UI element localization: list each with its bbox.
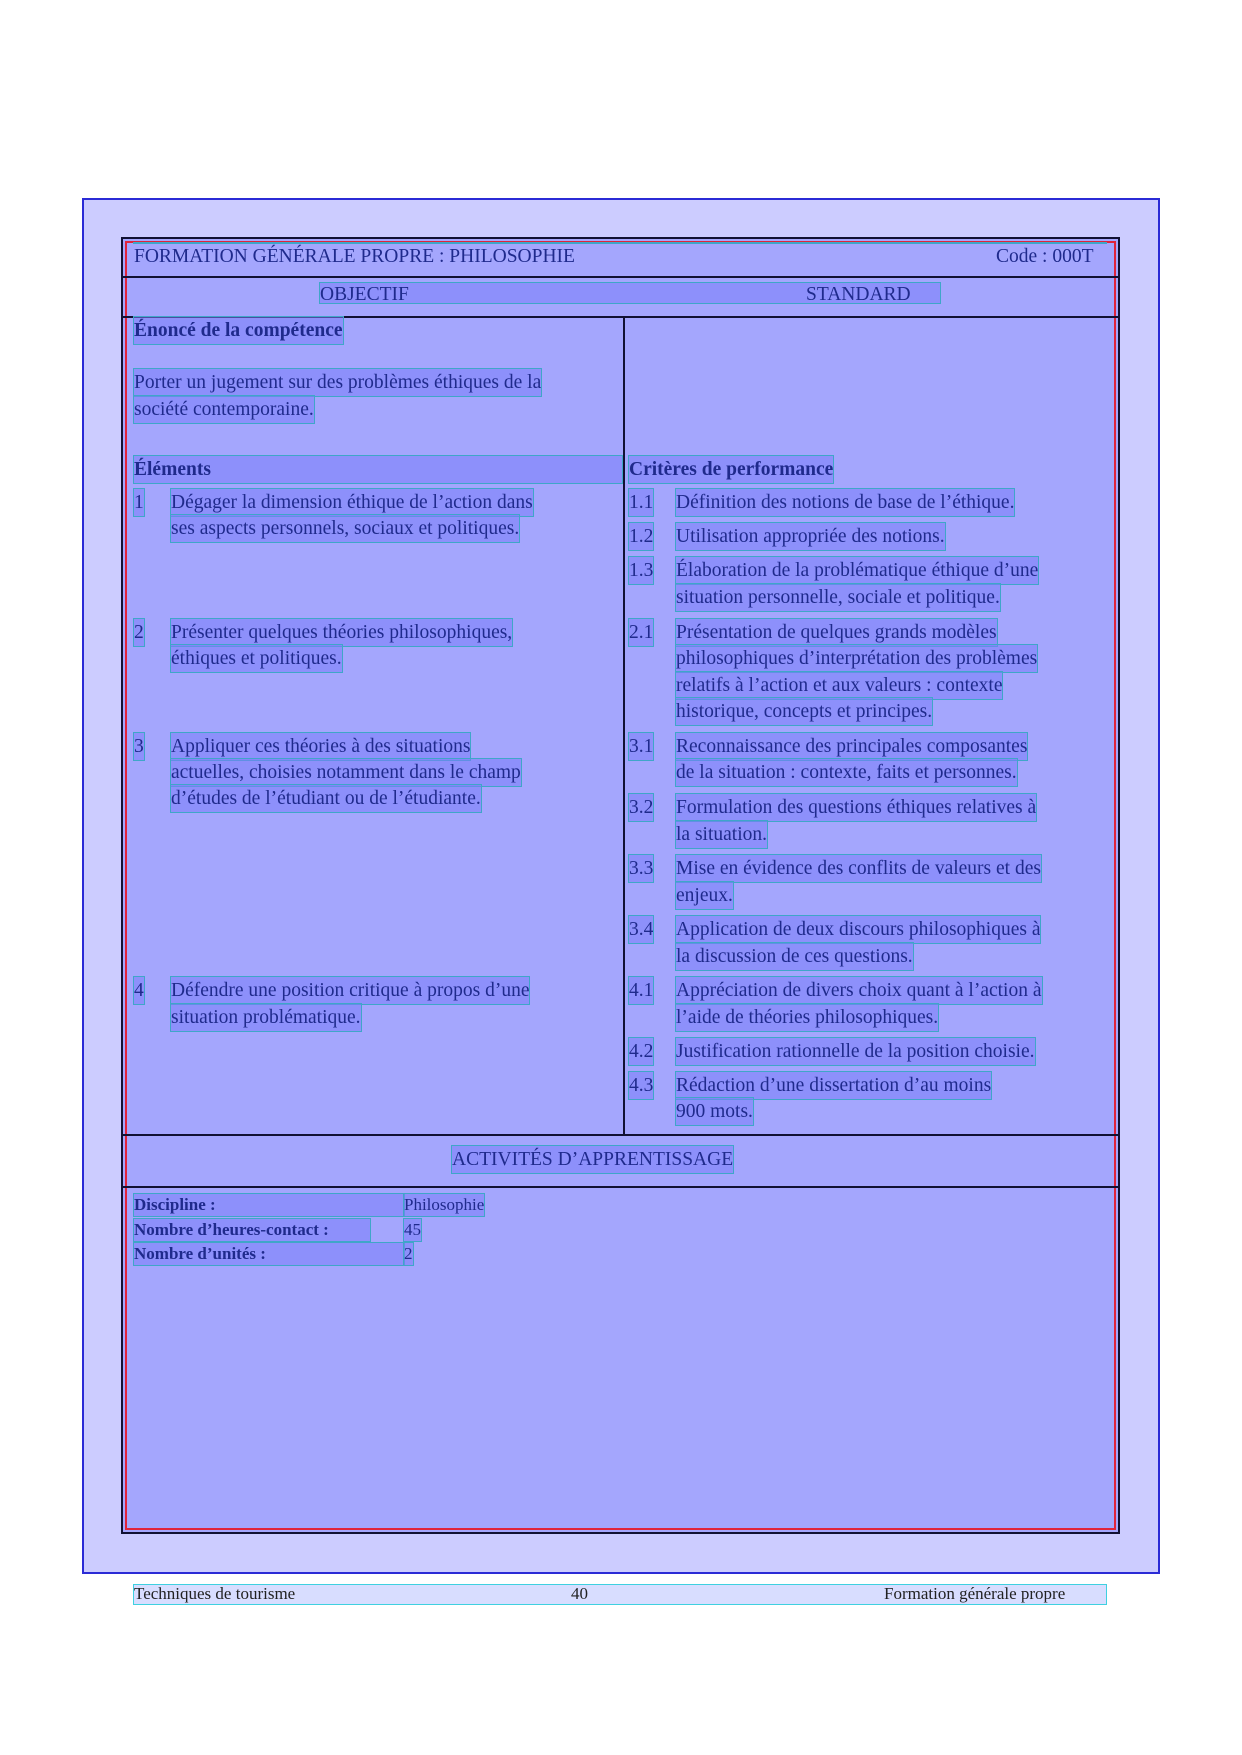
- criterion-line: relatifs à l’action et aux valeurs : contexte: [676, 672, 1002, 699]
- criteria-heading: Critères de performance: [629, 456, 833, 483]
- criterion-number: 2.1: [629, 619, 653, 646]
- criterion-line: l’aide de théories philosophiques.: [676, 1004, 938, 1031]
- criterion-line: philosophiques d’interprétation des problèmes: [676, 645, 1037, 672]
- element-line: éthiques et politiques.: [171, 645, 342, 672]
- element-number: 4: [134, 977, 144, 1004]
- competency-table: [121, 237, 1120, 1534]
- criterion-number: 3.2: [629, 794, 653, 821]
- element-line: Appliquer ces théories à des situations: [171, 733, 470, 760]
- discipline-value: Philosophie: [404, 1195, 485, 1214]
- column-standard: STANDARD: [806, 284, 911, 305]
- criterion-line: Appréciation de divers choix quant à l’action à: [676, 977, 1042, 1004]
- competence-heading: Énoncé de la compétence: [134, 317, 343, 344]
- activities-heading-divider: [121, 1186, 1120, 1188]
- criterion-line: Présentation de quelques grands modèles: [676, 619, 997, 646]
- criterion-number: 1.3: [629, 557, 653, 584]
- criterion-line: situation personnelle, sociale et politique.: [676, 584, 1000, 611]
- column-objectif: OBJECTIF: [320, 284, 409, 305]
- course-code: Code : 000T: [996, 246, 1094, 267]
- criterion-line: la situation.: [676, 821, 767, 848]
- header-divider: [121, 276, 1120, 278]
- element-line: ses aspects personnels, sociaux et politiques.: [171, 515, 519, 542]
- competence-line-1: Porter un jugement sur des problèmes éthiques de la: [134, 369, 541, 396]
- column-divider: [623, 318, 625, 1136]
- criterion-line: Justification rationnelle de la position choisie.: [676, 1038, 1035, 1065]
- hours-label: Nombre d’heures-contact :: [134, 1219, 370, 1241]
- criterion-line: Définition des notions de base de l’éthique.: [676, 489, 1014, 516]
- element-line: Dégager la dimension éthique de l’action dans: [171, 489, 533, 516]
- element-line: Défendre une position critique à propos d’une: [171, 977, 529, 1004]
- criterion-line: Mise en évidence des conflits de valeurs et des: [676, 855, 1041, 882]
- element-number: 1: [134, 489, 144, 516]
- criterion-line: Rédaction d’une dissertation d’au moins: [676, 1072, 991, 1099]
- discipline-label: Discipline :: [134, 1194, 404, 1216]
- criterion-number: 1.2: [629, 523, 653, 550]
- elements-heading: Éléments: [134, 456, 622, 483]
- criterion-number: 4.3: [629, 1072, 653, 1099]
- units-value: 2: [404, 1244, 413, 1263]
- criterion-number: 1.1: [629, 489, 653, 516]
- criterion-number: 3.1: [629, 733, 653, 760]
- criterion-line: la discussion de ces questions.: [676, 943, 913, 970]
- criterion-line: 900 mots.: [676, 1098, 753, 1125]
- footer-program: Techniques de tourisme: [134, 1584, 296, 1603]
- criterion-line: de la situation : contexte, faits et personnes.: [676, 759, 1017, 786]
- table-title: FORMATION GÉNÉRALE PROPRE : PHILOSOPHIE: [134, 246, 575, 267]
- competence-line-2: société contemporaine.: [134, 396, 314, 423]
- activities-top-divider: [121, 1134, 1120, 1136]
- element-line: d’études de l’étudiant ou de l’étudiante.: [171, 785, 481, 812]
- criterion-line: enjeux.: [676, 882, 733, 909]
- criterion-line: Formulation des questions éthiques relatives à: [676, 794, 1036, 821]
- criterion-line: Élaboration de la problématique éthique d’une: [676, 557, 1038, 584]
- criterion-number: 4.2: [629, 1038, 653, 1065]
- element-line: Présenter quelques théories philosophiques,: [171, 619, 512, 646]
- criterion-number: 4.1: [629, 977, 653, 1004]
- activities-heading: ACTIVITÉS D’APPRENTISSAGE: [452, 1146, 733, 1173]
- element-line: actuelles, choisies notamment dans le champ: [171, 759, 521, 786]
- criterion-number: 3.4: [629, 916, 653, 943]
- criterion-line: historique, concepts et principes.: [676, 698, 932, 725]
- units-label: Nombre d’unités :: [134, 1243, 404, 1265]
- criterion-line: Application de deux discours philosophiques à: [676, 916, 1040, 943]
- footer-section: Formation générale propre: [884, 1584, 1066, 1603]
- criterion-line: Reconnaissance des principales composantes: [676, 733, 1027, 760]
- element-line: situation problématique.: [171, 1004, 361, 1031]
- hours-value: 45: [404, 1220, 421, 1239]
- criterion-number: 3.3: [629, 855, 653, 882]
- element-number: 3: [134, 733, 144, 760]
- page-number: 40: [571, 1584, 588, 1603]
- element-number: 2: [134, 619, 144, 646]
- criterion-line: Utilisation appropriée des notions.: [676, 523, 945, 550]
